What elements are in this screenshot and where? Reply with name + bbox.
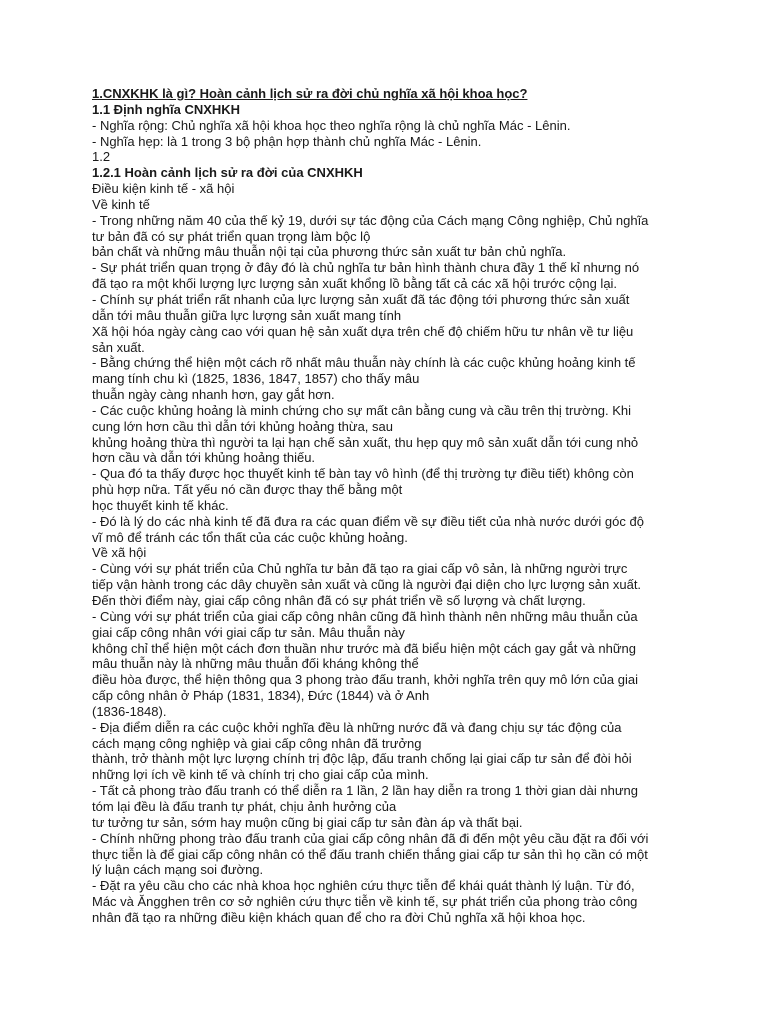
text-line: thuẫn ngày càng nhanh hơn, gay gắt hơn. [92,387,335,403]
text-line: - Trong những năm 40 của thế kỷ 19, dưới sự tác động của Cách mạng Công nghiệp, Chủ nghĩa [92,212,649,228]
text-line: Đến thời điểm này, giai cấp công nhân đã có sự phát triển về số lượng và chất lượng. [92,593,586,608]
text-line: - Chính những phong trào đấu tranh của giai cấp công nhân đã đi đến một yêu cầu đặt ra đối với [92,830,649,846]
text-line: không chỉ thể hiện một cách đơn thuần như trước mà đã biểu hiện một cách gay gắt và những [92,640,636,656]
text-line: Mác và Ăngghen trên cơ sở nghiên cứu thực tiễn về kinh tế, sự phát triển của phong trào công [92,894,638,910]
document-body [92,86,708,926]
text-line: (1836-1848). [92,703,167,719]
section-heading: 1.1 Định nghĩa CNXHKH [92,101,241,117]
text-line: cấp công nhân ở Pháp (1831, 1834), Đức (1844) và ở Anh [92,688,430,704]
text-line: điều hòa được, thể hiện thông qua 3 phong trào đấu tranh, khởi nghĩa trên quy mô lớn của giai [92,672,638,688]
text-line: dẫn tới mâu thuẫn giữa lực lượng sản xuất mang tính [92,307,402,323]
text-line: - Bằng chứng thể hiện một cách rõ nhất mâu thuẫn này chính là các cuộc khủng hoảng kinh tế [92,355,636,371]
text-line: khủng hoảng thừa thì người ta lại hạn chế sản xuất, thu hẹp quy mô sản xuất dẫn tới cung nhỏ [92,434,639,450]
text-line: sản xuất. [92,339,145,355]
text-line: tư bản đã có sự phát triển quan trọng làm bộc lộ [92,228,371,244]
text-line: phù hợp nữa. Tất yếu nó cần được thay thế bằng một [92,482,403,498]
text-line: Về kinh tế [92,196,150,212]
text-line: - Đặt ra yêu cầu cho các nhà khoa học nghiên cứu thực tiễn để khái quát thành lý luận. Từ đó, [92,878,635,894]
text-line: - Các cuộc khủng hoảng là minh chứng cho sự mất cân bằng cung và cầu trên thị trường. Khi [92,402,632,418]
text-line: - Đó là lý do các nhà kinh tế đã đưa ra các quan điểm về sự điều tiết của nhà nước dưới góc độ [92,513,644,529]
text-line: - Nghĩa hẹp: là 1 trong 3 bộ phận hợp thành chủ nghĩa Mác - Lênin. [92,133,482,149]
text-line: - Cùng với sự phát triển của Chủ nghĩa tư bản đã tạo ra giai cấp vô sản, là những người trực [92,561,628,577]
text-line: vĩ mô để tránh các tổn thất của các cuộc khủng hoảng. [92,529,408,545]
text-line: mang tính chu kì (1825, 1836, 1847, 1857) cho thấy mâu [92,371,420,387]
text-line: cung lớn hơn cầu thì dẫn tới khủng hoảng thừa, sau [92,418,393,434]
text-line: - Qua đó ta thấy được học thuyết kinh tế bàn tay vô hình (để thị trường tự điều tiết) không còn [92,466,634,482]
text-line: Xã hội hóa ngày càng cao với quan hệ sản xuất dựa trên chế độ chiếm hữu tư nhân về tư liệu [92,323,634,339]
text-line: 1.2 [92,149,111,165]
section-heading: 1.2.1 Hoàn cảnh lịch sử ra đời của CNXHKH [92,165,363,181]
text-line: cách mạng công nghiệp và giai cấp công nhân đã trưởng [92,735,422,751]
text-line: giai cấp công nhân với giai cấp tư sản. Mâu thuẫn này [92,624,405,640]
document-title: 1.CNXKHK là gì? Hoàn cảnh lịch sử ra đời chủ nghĩa xã hội khoa học? [92,86,528,101]
text-line: Về xã hội [92,545,147,561]
text-line: tư tưởng tư sản, sớm hay muộn cũng bị giai cấp tư sản đàn áp và thất bại. [92,814,523,830]
text-line: tiếp vận hành trong các dây chuyền sản xuất và cũng là người đại diện cho lực lượng sản xuất. [92,577,642,593]
text-line: hơn cầu và dẫn tới khủng hoảng thiếu. [92,450,316,466]
text-line: Điều kiện kinh tế - xã hội [92,181,235,197]
text-line: đã tạo ra một khối lượng lực lượng sản xuất khổng lồ bằng tất cả các xã hội trước cộng lại. [92,276,618,292]
text-line: thành, trở thành một lực lượng chính trị độc lập, đấu tranh chống lại giai cấp tư sản để đòi hỏi [92,751,632,767]
text-line: bản chất và những mâu thuẫn nội tại của phương thức sản xuất tư bản chủ nghĩa. [92,244,567,260]
text-line: học thuyết kinh tế khác. [92,497,229,513]
text-line: lý luận cách mạng soi đường. [92,862,264,878]
text-line: - Cùng với sự phát triển của giai cấp công nhân cũng đã hình thành nên những mâu thuẫn của [92,608,638,624]
text-line: - Chính sự phát triển rất nhanh của lực lượng sản xuất đã tác động tới phương thức sản xuất [92,291,630,307]
text-line: - Nghĩa rộng: Chủ nghĩa xã hội khoa học theo nghĩa rộng là chủ nghĩa Mác - Lênin. [92,117,571,133]
text-line: - Tất cả phong trào đấu tranh có thể diễn ra 1 lần, 2 lần hay diễn ra trong 1 thời gian dài nhưng [92,783,639,799]
text-line: - Sự phát triển quan trọng ở đây đó là chủ nghĩa tư bản hình thành chưa đầy 1 thế kỉ nhưng nó [92,260,640,276]
text-line: mâu thuẫn này là những mâu thuẫn đối kháng không thể [92,656,419,672]
text-line: tóm lại đều là đấu tranh tự phát, chịu ảnh hưởng của [92,798,397,814]
text-line: nhân đã tạo ra những điều kiện khách quan để cho ra đời Chủ nghĩa xã hội khoa học. [92,909,586,925]
text-line: những lợi ích về kinh tế và chính trị cho giai cấp của mình. [92,767,429,783]
text-line: thực tiễn là để giai cấp công nhân có thể đấu tranh chiến thắng giai cấp tư sản thì họ cần có một [92,846,648,862]
text-line: - Địa điểm diễn ra các cuộc khởi nghĩa đều là những nước đã và đang chịu sự tác động của [92,719,622,735]
